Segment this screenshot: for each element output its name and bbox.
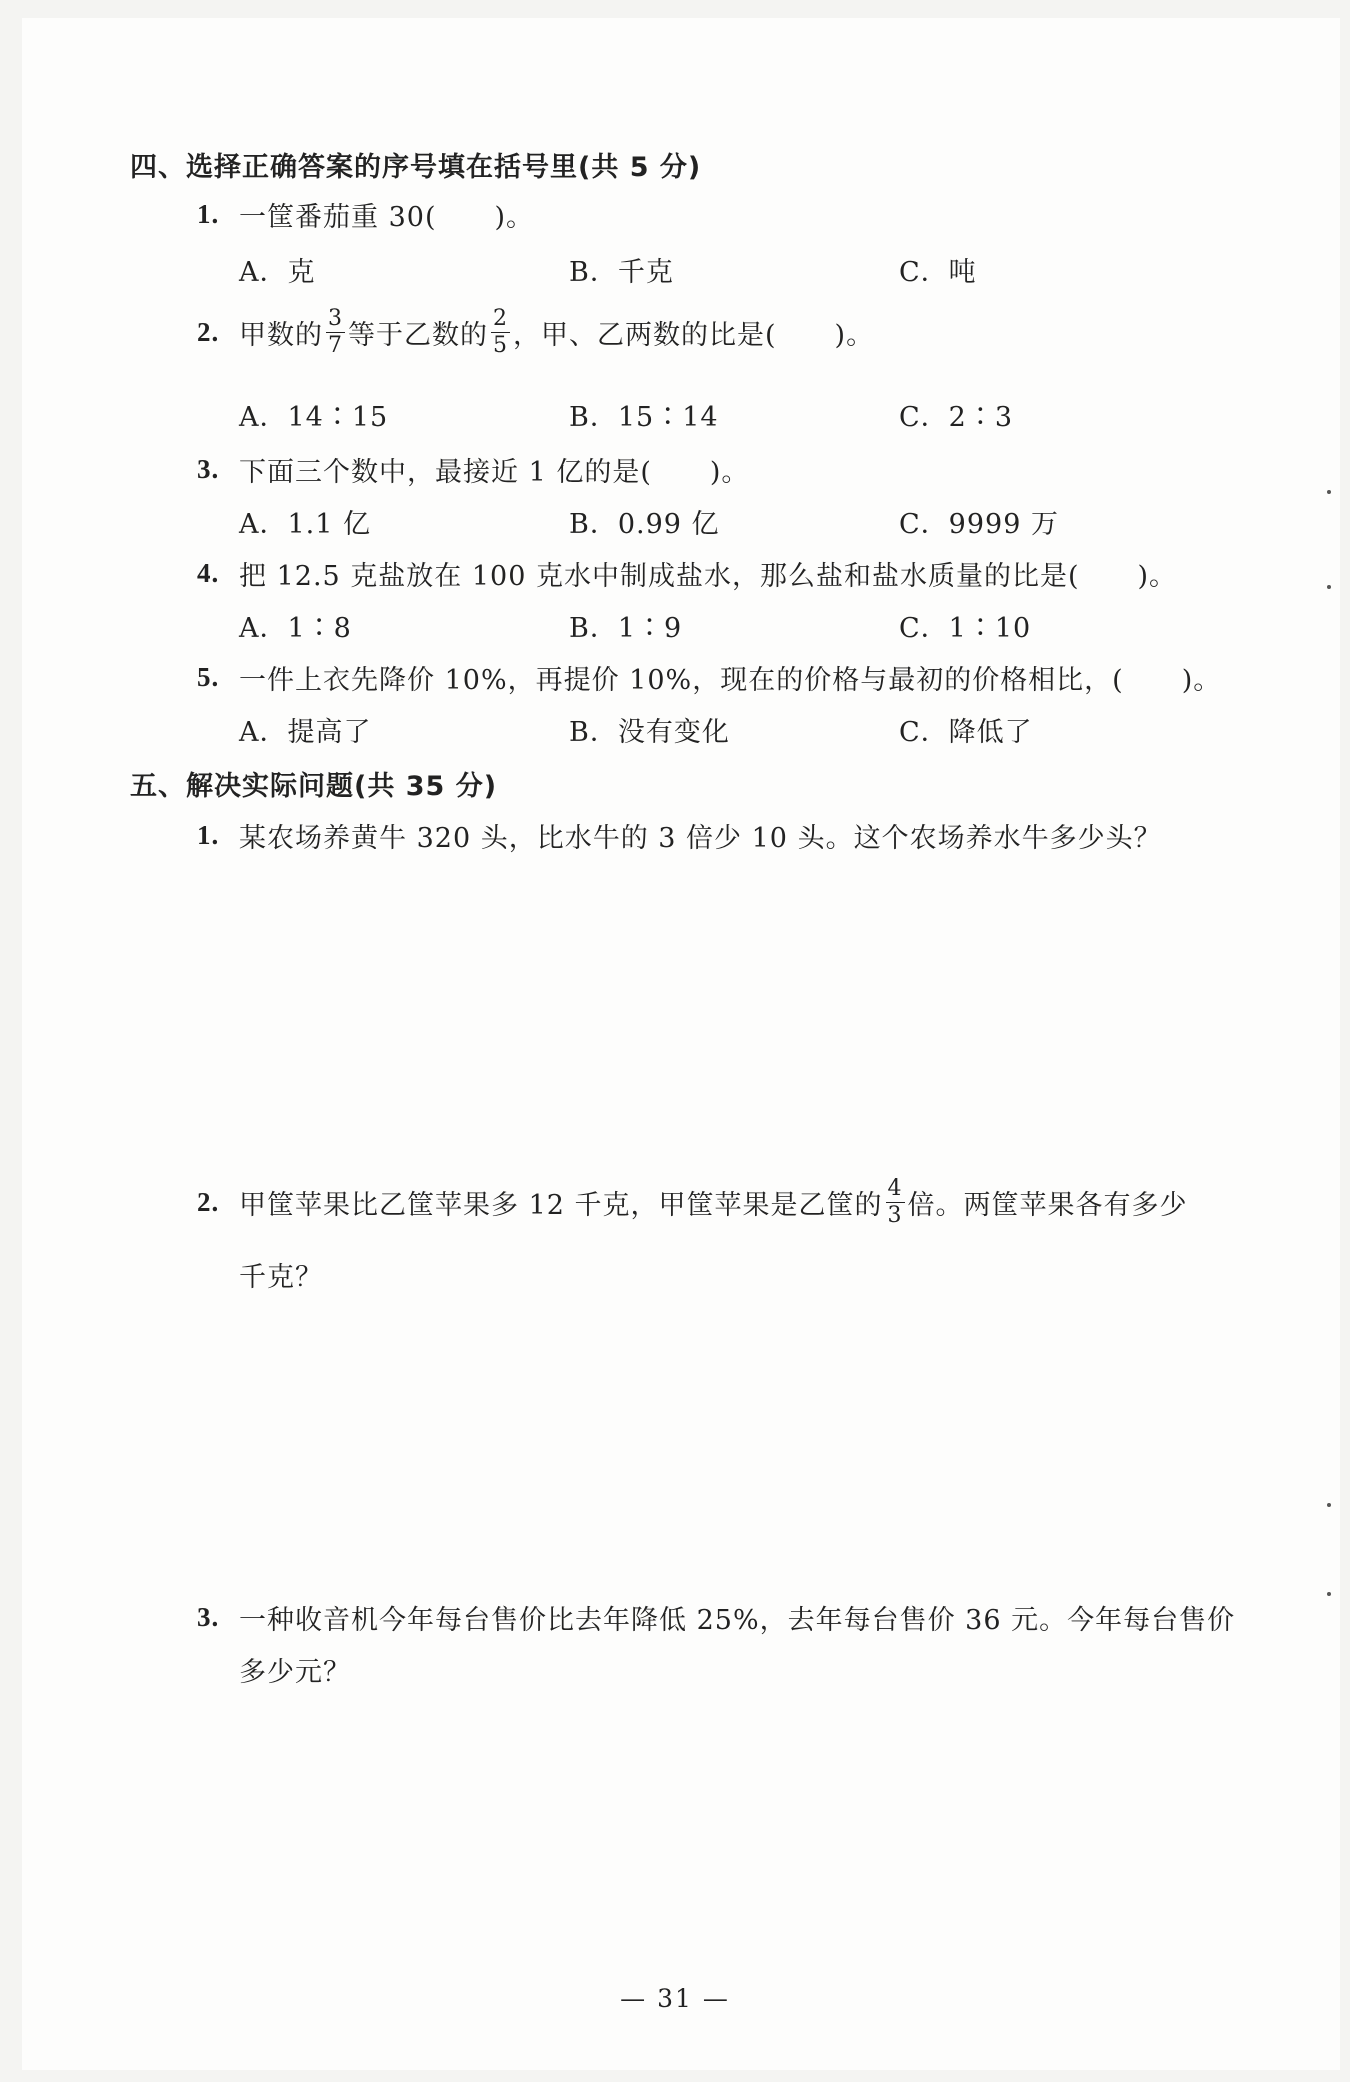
section4-title: 四、选择正确答案的序号填在括号里(共 5 分) — [130, 152, 702, 183]
question-number: 1. — [197, 199, 220, 229]
question-text-end: )。 — [1137, 561, 1178, 592]
option-c: C．降低了 — [899, 717, 1033, 748]
question-text-end: )。 — [709, 457, 750, 488]
option-a: A．1.1 亿 — [239, 509, 372, 540]
option-b: B．0.99 亿 — [569, 509, 720, 540]
question-text: 甲数的 — [239, 320, 323, 351]
question-number: 4. — [197, 558, 220, 588]
option-a: A．克 — [239, 257, 316, 288]
option-b: B．1∶9 — [569, 613, 683, 644]
question-text: ，甲、乙两数的比是( — [513, 320, 777, 351]
question-text: 把 12.5 克盐放在 100 克水中制成盐水，那么盐和盐水质量的比是( — [239, 561, 1080, 592]
option-a: A．14∶15 — [239, 402, 389, 433]
fraction-2-5: $\frac{2}{5}$ — [493, 306, 508, 358]
s4-question-5 — [197, 658, 1221, 697]
question-text: 下面三个数中，最接近 1 亿的是( — [239, 457, 652, 488]
option-c: C．吨 — [899, 257, 977, 288]
s5-question-2 — [197, 1178, 1188, 1227]
option-a: A．1∶8 — [239, 613, 352, 644]
question-number: 5. — [197, 662, 220, 692]
question-text: 一种收音机今年每台售价比去年降低 25%，去年每台售价 36 元。今年每台售价 — [239, 1605, 1236, 1636]
s4-question-3 — [197, 450, 749, 489]
scan-dot — [1327, 490, 1331, 494]
fraction-3-7: $\frac{3}{7}$ — [328, 306, 343, 358]
scan-dot — [1327, 585, 1331, 589]
s5-question-1 — [197, 816, 1162, 855]
option-c: C．1∶10 — [899, 613, 1032, 644]
s5-q1-answer-area[interactable] — [239, 870, 1239, 1170]
option-c: C．9999 万 — [899, 509, 1059, 540]
question-text-end: )。 — [834, 320, 875, 351]
question-text-end: )。 — [494, 202, 535, 233]
option-c: C．2∶3 — [899, 402, 1014, 433]
question-text: 甲筐苹果比乙筐苹果多 12 千克，甲筐苹果是乙筐的 — [239, 1190, 883, 1221]
question-number: 3. — [197, 454, 220, 484]
option-b: B．千克 — [569, 257, 674, 288]
question-text: 一筐番茄重 30( — [239, 202, 437, 233]
scan-dot — [1327, 1503, 1331, 1507]
s4-question-1 — [197, 195, 534, 234]
option-b: B．15∶14 — [569, 402, 719, 433]
option-a: A．提高了 — [239, 717, 372, 748]
question-text: 一件上衣先降价 10%，再提价 10%，现在的价格与最初的价格相比，( — [239, 665, 1124, 696]
question-number: 1. — [197, 820, 220, 850]
s5-q2-answer-area[interactable] — [239, 1300, 1239, 1580]
question-number: 2. — [197, 317, 220, 347]
option-b: B．没有变化 — [569, 717, 730, 748]
s5-q3-answer-area[interactable] — [239, 1700, 1239, 1960]
question-number: 2. — [197, 1187, 220, 1217]
question-text-end: )。 — [1181, 665, 1222, 696]
question-text: 倍。两筐苹果各有多少 — [907, 1190, 1188, 1221]
fraction-4-3: $\frac{4}{3}$ — [887, 1176, 903, 1228]
s4-question-4 — [197, 554, 1177, 593]
question-text: 某农场养黄牛 320 头，比水牛的 3 倍少 10 头。这个农场养水牛多少头？ — [239, 823, 1162, 854]
section5-title: 五、解决实际问题(共 35 分) — [130, 771, 498, 802]
s5-question-3 — [197, 1598, 1235, 1637]
scan-dot — [1327, 1592, 1331, 1596]
question-text: 等于乙数的 — [348, 320, 488, 351]
s5-q2-text-continued: 千克？ — [239, 1262, 323, 1293]
question-number: 3. — [197, 1602, 220, 1632]
s5-q3-text-continued: 多少元？ — [239, 1657, 351, 1688]
page-number: — 31 — — [620, 1984, 730, 2013]
s4-question-2 — [197, 308, 874, 357]
